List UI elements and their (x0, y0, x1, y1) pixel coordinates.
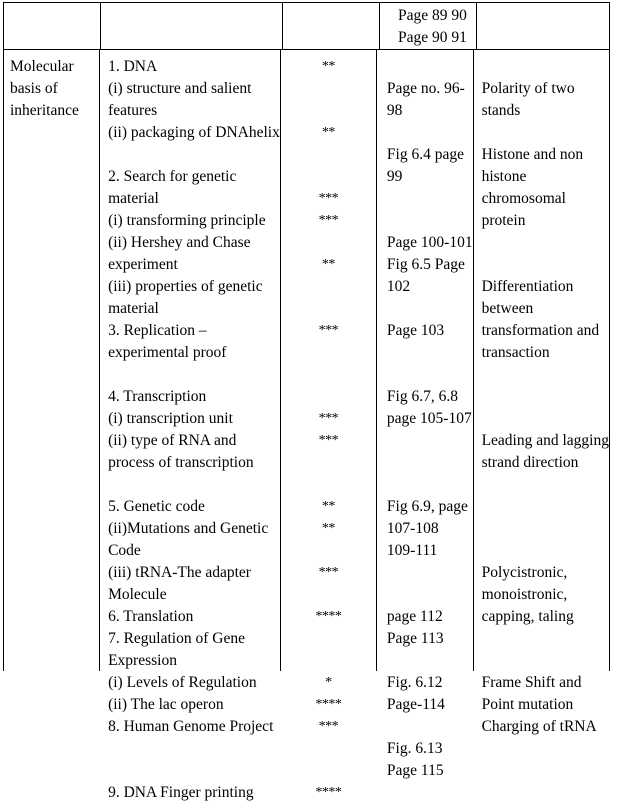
header-rating-lines (283, 5, 379, 27)
page-lines (377, 50, 473, 804)
page-line-3: 98 (386, 102, 403, 119)
rating-line-34: **** (315, 785, 342, 800)
note-line-18: Leading and lagging (481, 432, 609, 449)
syllabus-table (3, 2, 610, 801)
header-topic-line-1 (4, 5, 100, 27)
header-cell-notes (477, 3, 609, 49)
rating-line-10: ** (321, 257, 335, 272)
body-cell-content (100, 50, 281, 801)
content-line-7: material (108, 190, 159, 207)
content-line-25: Molecule (108, 586, 167, 603)
page-line-2: Page no. 96- (386, 80, 465, 97)
note-lines (474, 50, 609, 804)
rating-line-7: *** (318, 191, 339, 206)
header-content-line-1 (101, 5, 282, 27)
page-line-23: 109-111 (386, 542, 438, 559)
content-line-17: (i) transcription unit (108, 410, 233, 427)
content-line-18: (ii) type of RNA and (108, 432, 237, 449)
content-line-30: (ii) The lac operon (108, 696, 224, 713)
content-line-14: experimental proof (108, 344, 227, 361)
table-header-row (4, 3, 609, 50)
content-line-26: 6. Translation (108, 608, 194, 625)
content-line-2: (i) structure and salient (108, 80, 252, 97)
header-cell-content (101, 3, 283, 49)
content-line-24: (iii) tRNA-The adapter (108, 564, 251, 581)
page-line-10: Fig 6.5 Page (386, 256, 465, 273)
header-notes-line-1 (477, 5, 609, 27)
note-line-31: Charging of tRNA (481, 718, 597, 735)
rating-line-24: *** (318, 565, 339, 580)
content-line-34: 9. DNA Finger printing (108, 784, 254, 801)
note-line-2: Polarity of two (481, 80, 575, 97)
note-line-13: transformation and (481, 322, 600, 339)
table-body-row (4, 50, 609, 801)
page-line-6: 99 (386, 168, 403, 185)
content-line-11: (iii) properties of genetic (108, 278, 263, 295)
rating-line-1: ** (321, 59, 335, 74)
page-line-32: Fig. 6.13 (386, 740, 443, 757)
page-line-27: Page 113 (386, 630, 444, 647)
rating-line-31: *** (318, 719, 339, 734)
note-line-5: Histone and non (481, 146, 584, 163)
rating-line-17: *** (318, 411, 339, 426)
rating-line-4: ** (321, 125, 335, 140)
rating-line-29: * (325, 675, 332, 690)
content-line-13: 3. Replication – (108, 322, 207, 339)
body-cell-page (377, 50, 474, 779)
content-line-23: Code (108, 542, 141, 559)
page-line-21: Fig 6.9, page (386, 498, 468, 515)
content-line-28: Expression (108, 652, 177, 669)
note-line-24: Polycistronic, (481, 564, 568, 581)
header-notes-lines (477, 5, 609, 27)
topic-line-2: basis of (10, 80, 58, 97)
content-line-9: (ii) Hershey and Chase (108, 234, 251, 251)
header-page-line-2: Page 90 91 (397, 29, 467, 46)
rating-line-8: *** (318, 213, 339, 228)
page-line-11: 102 (386, 278, 411, 295)
rating-line-13: *** (318, 323, 339, 338)
note-line-19: strand direction (481, 454, 579, 471)
topic-line-1: Molecular (10, 58, 74, 75)
content-line-16: 4. Transcription (108, 388, 207, 405)
header-rating-line-1 (283, 5, 379, 27)
note-line-29: Frame Shift and (481, 674, 582, 691)
rating-line-30: **** (315, 697, 342, 712)
topic-line-3: inheritance (10, 102, 79, 119)
content-line-31: 8. Human Genome Project (108, 718, 274, 735)
content-line-22: (ii)Mutations and Genetic (108, 520, 269, 537)
note-line-25: monoistronic, (481, 586, 568, 603)
content-line-4: (ii) packaging of DNAhelix (108, 124, 280, 141)
header-content-lines (101, 5, 282, 27)
page-line-29: Fig. 6.12 (386, 674, 443, 691)
page-line-30: Page-114 (386, 696, 445, 713)
content-line-21: 5. Genetic code (108, 498, 205, 515)
page-line-26: page 112 (386, 608, 443, 625)
rating-line-21: ** (321, 499, 335, 514)
content-line-12: material (108, 300, 159, 317)
header-page-line-1: Page 89 90 (397, 7, 467, 24)
rating-line-18: *** (318, 433, 339, 448)
header-cell-topic (4, 3, 101, 49)
note-line-7: chromosomal (481, 190, 566, 207)
page-line-16: Fig 6.7, 6.8 (386, 388, 458, 405)
note-line-8: protein (481, 212, 526, 229)
note-line-12: between (481, 300, 534, 317)
page-line-9: Page 100-101 (386, 234, 473, 251)
rating-line-22: ** (321, 521, 335, 536)
note-line-14: transaction (481, 344, 550, 361)
body-cell-rating (281, 50, 377, 800)
content-line-19: process of transcription (108, 454, 254, 471)
note-line-6: histone (481, 168, 527, 185)
content-line-1: 1. DNA (108, 58, 158, 75)
content-lines (100, 50, 280, 804)
page-line-22: 107-108 (386, 520, 439, 537)
header-topic-lines (4, 5, 100, 27)
body-cell-topic (4, 50, 100, 671)
content-line-6: 2. Search for genetic (108, 168, 237, 185)
body-cell-notes (474, 50, 609, 735)
content-line-10: experiment (108, 256, 178, 273)
content-line-3: features (108, 102, 158, 119)
page-line-5: Fig 6.4 page (386, 146, 464, 163)
content-line-8: (i) transforming principle (108, 212, 266, 229)
header-page-lines (380, 5, 476, 49)
note-line-30: Point mutation (481, 696, 574, 713)
page-line-13: Page 103 (386, 322, 445, 339)
topic-lines (4, 50, 99, 122)
rating-line-26: **** (315, 609, 342, 624)
rating-lines (281, 50, 376, 804)
header-cell-page (380, 3, 477, 49)
note-line-3: stands (481, 102, 521, 119)
header-cell-rating (283, 3, 380, 49)
content-line-29: (i) Levels of Regulation (108, 674, 257, 691)
content-line-27: 7. Regulation of Gene (108, 630, 245, 647)
note-line-26: capping, taling (481, 608, 574, 625)
note-line-11: Differentiation (481, 278, 574, 295)
page-line-33: Page 115 (386, 762, 444, 779)
page-line-17: page 105-107 (386, 410, 472, 427)
